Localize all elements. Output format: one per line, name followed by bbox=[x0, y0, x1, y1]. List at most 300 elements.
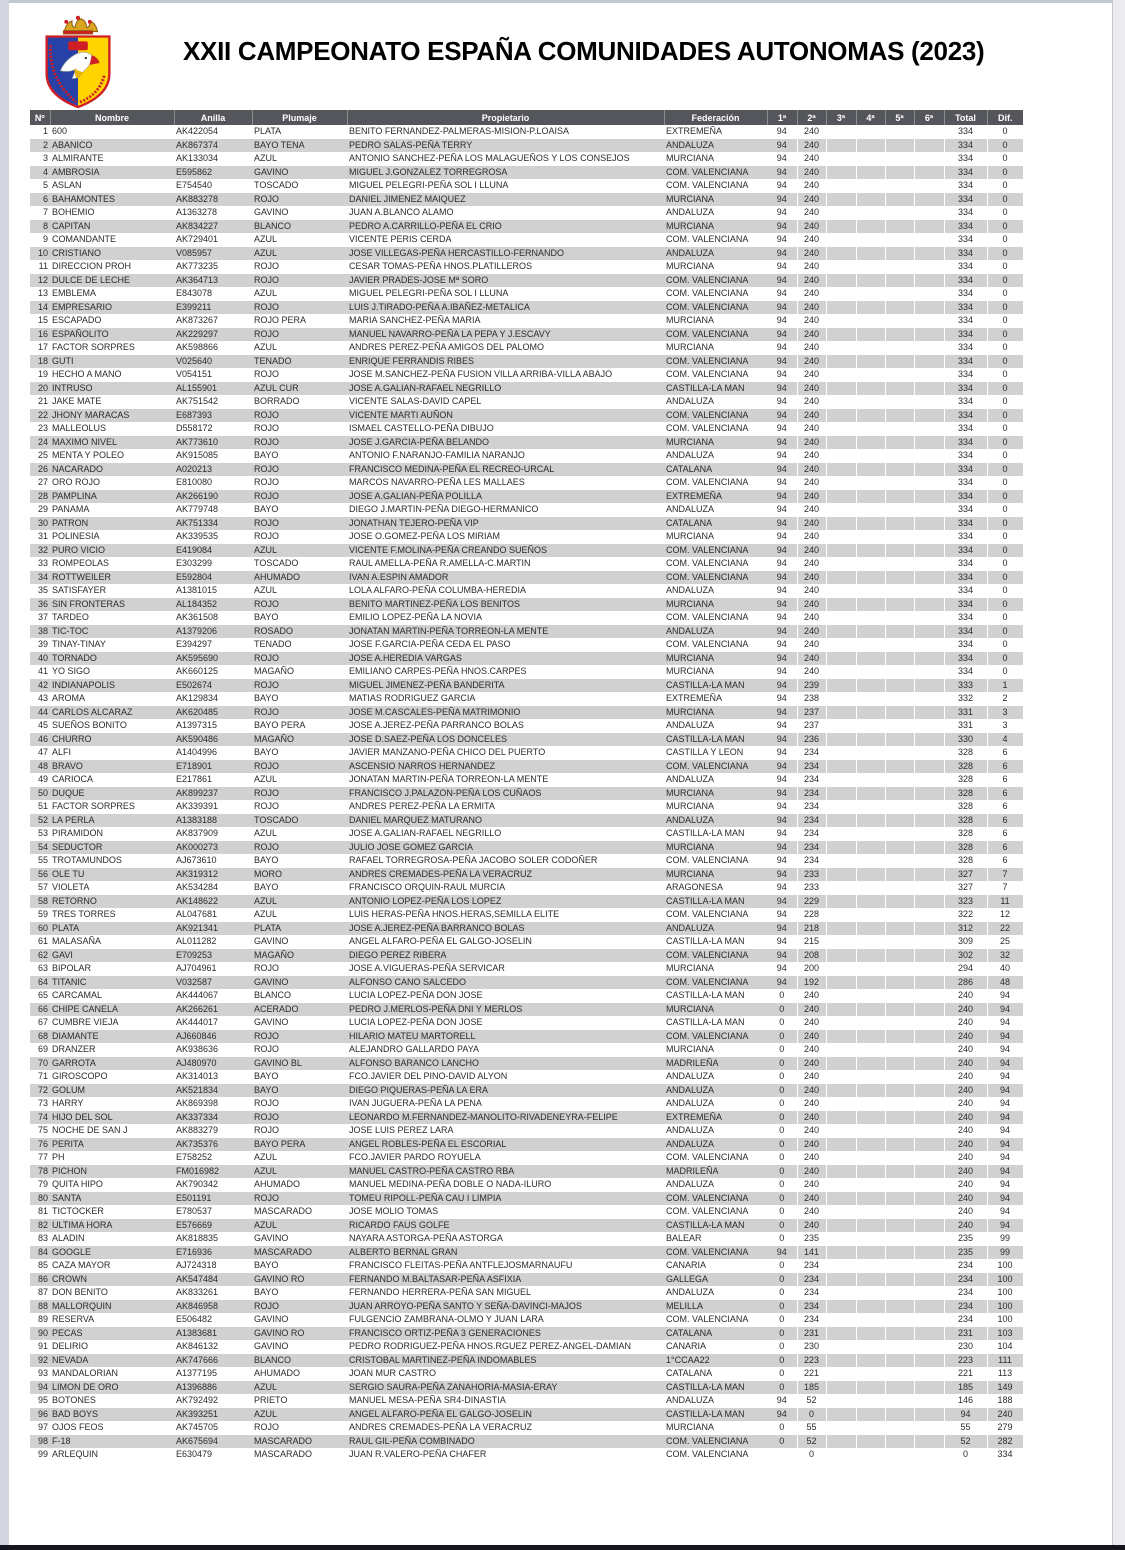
cell bbox=[914, 800, 944, 814]
cell: 95 bbox=[37, 1395, 48, 1405]
cell: 64 bbox=[37, 976, 48, 987]
cell bbox=[826, 395, 856, 409]
cell: JOSE A.GALIAN-PEÑA POLILLA bbox=[349, 490, 483, 501]
cell: 0 bbox=[767, 1043, 797, 1057]
cell bbox=[885, 1286, 914, 1300]
cell: AK444067 bbox=[176, 990, 219, 1000]
table-row bbox=[30, 139, 1023, 153]
cell bbox=[826, 881, 856, 895]
cell: V032587 bbox=[176, 976, 213, 987]
cell bbox=[914, 773, 944, 787]
cell: CRISTIANO bbox=[52, 247, 102, 258]
cell: FCO.JAVIER PARDO ROYUELA bbox=[349, 1152, 481, 1162]
cell bbox=[914, 935, 944, 949]
cell: LOLA ALFARO-PEÑA COLUMBA-HEREDIA bbox=[349, 585, 527, 595]
cell bbox=[885, 1016, 914, 1030]
cell: 282 bbox=[987, 1435, 1023, 1449]
cell: 328 bbox=[944, 800, 987, 814]
cell: 0 bbox=[987, 598, 1023, 612]
cell: AK938636 bbox=[176, 1044, 219, 1054]
cell: PRIETO bbox=[254, 1395, 288, 1405]
cell: ALBERTO BERNAL GRAN bbox=[349, 1246, 458, 1257]
cell: JUAN R.VALERO-PEÑA CHAFER bbox=[349, 1449, 487, 1459]
cell: LUIS HERAS-PEÑA HNOS.HERAS,SEMILLA ELITE bbox=[349, 909, 560, 919]
cell: MURCIANA bbox=[666, 315, 715, 325]
cell: CASTILLA-LA MAN bbox=[666, 1219, 745, 1230]
cell: 0 bbox=[767, 1205, 797, 1219]
cell: COM. VALENCIANA bbox=[666, 477, 749, 487]
cell bbox=[914, 827, 944, 841]
cell: ANDALUZA bbox=[666, 814, 715, 825]
cell: CASTILLA-LA MAN bbox=[666, 895, 745, 906]
cell bbox=[914, 1232, 944, 1246]
cell bbox=[826, 1003, 856, 1017]
cell bbox=[826, 436, 856, 450]
table-header-row bbox=[30, 110, 1023, 125]
cell: JONATAN MARTIN-PEÑA TORREON-LA MENTE bbox=[349, 625, 549, 636]
cell: CROWN bbox=[52, 1273, 87, 1284]
cell: MORO bbox=[254, 868, 282, 879]
cell: CASTILLA-LA MAN bbox=[666, 936, 745, 946]
cell bbox=[914, 422, 944, 436]
cell: TIC-TOC bbox=[52, 625, 89, 636]
cell: 94 bbox=[987, 1165, 1023, 1179]
cell bbox=[856, 1138, 885, 1152]
cell: 94 bbox=[767, 179, 797, 193]
cell: MAXIMO NIVEL bbox=[52, 436, 118, 447]
cell: 94 bbox=[987, 1070, 1023, 1084]
cell: 104 bbox=[987, 1340, 1023, 1354]
cell: E419084 bbox=[176, 544, 213, 555]
cell: AZUL bbox=[254, 774, 278, 784]
cell: 50 bbox=[37, 787, 48, 798]
cell: 0 bbox=[987, 503, 1023, 517]
table-row bbox=[30, 760, 1023, 774]
cell: 94 bbox=[767, 544, 797, 558]
cell: IVAN A.ESPIN AMADOR bbox=[349, 571, 449, 582]
cell: JUAN A.BLANCO ALAMO bbox=[349, 207, 454, 217]
cell: 13 bbox=[37, 288, 48, 298]
cell: 234 bbox=[944, 1300, 987, 1314]
cell bbox=[826, 1232, 856, 1246]
cell: PECAS bbox=[52, 1327, 83, 1338]
cell: AK337334 bbox=[176, 1111, 219, 1122]
cell: BAHAMONTES bbox=[52, 193, 116, 204]
cell: 28 bbox=[37, 490, 48, 501]
cell bbox=[856, 962, 885, 976]
cell bbox=[885, 976, 914, 990]
cell: E718901 bbox=[176, 760, 213, 771]
cell bbox=[885, 665, 914, 679]
cell bbox=[885, 598, 914, 612]
cell: CARLOS ALCARAZ bbox=[52, 706, 133, 717]
cell: 0 bbox=[767, 1259, 797, 1273]
cell: JOSE O.GOMEZ-PEÑA LOS MIRIAM bbox=[349, 531, 501, 541]
cell bbox=[856, 1111, 885, 1125]
cell bbox=[826, 1219, 856, 1233]
cell bbox=[885, 827, 914, 841]
cell bbox=[826, 409, 856, 423]
cell: 328 bbox=[944, 827, 987, 841]
cell: COM. VALENCIANA bbox=[666, 909, 749, 919]
cell: HARRY bbox=[52, 1098, 84, 1108]
table-row bbox=[30, 1232, 1023, 1246]
cell: 240 bbox=[944, 1016, 987, 1030]
cell: 37 bbox=[37, 612, 48, 622]
cell bbox=[856, 638, 885, 652]
cell: 94 bbox=[767, 125, 797, 139]
cell: 94 bbox=[767, 962, 797, 976]
cell: 94 bbox=[767, 692, 797, 706]
table-row bbox=[30, 125, 1023, 139]
cell: MURCIANA bbox=[666, 1003, 715, 1014]
cell: 240 bbox=[797, 382, 826, 396]
table-row bbox=[30, 881, 1023, 895]
cell: E501191 bbox=[176, 1192, 212, 1203]
cell bbox=[826, 220, 856, 234]
cell bbox=[856, 409, 885, 423]
cell bbox=[914, 301, 944, 315]
cell: BORRADO bbox=[254, 396, 300, 406]
scrollbar-track[interactable] bbox=[1112, 0, 1125, 1550]
table-row bbox=[30, 1003, 1023, 1017]
cell: BAYO bbox=[254, 693, 279, 703]
cell: 111 bbox=[987, 1354, 1023, 1368]
cell: 3 bbox=[987, 706, 1023, 720]
table-row bbox=[30, 1313, 1023, 1327]
cell bbox=[856, 652, 885, 666]
cell: 94 bbox=[767, 166, 797, 180]
cell: 0 bbox=[987, 530, 1023, 544]
cell: AZUL bbox=[254, 153, 278, 163]
cell: BAYO TENA bbox=[254, 139, 305, 150]
cell: AK000273 bbox=[176, 841, 219, 852]
cell: A1404996 bbox=[176, 747, 218, 757]
cell: AK660125 bbox=[176, 666, 219, 676]
cell: 70 bbox=[37, 1057, 48, 1068]
cell: AZUL bbox=[254, 1219, 278, 1230]
page-title: XXII CAMPEONATO ESPAÑA COMUNIDADES AUTONOMAS (2023) bbox=[183, 36, 985, 66]
cell: ROJO bbox=[254, 679, 280, 690]
cell: TOSCADO bbox=[254, 180, 299, 190]
cell: ROJO bbox=[254, 463, 280, 474]
table-row bbox=[30, 247, 1023, 261]
cell bbox=[914, 193, 944, 207]
cell bbox=[914, 287, 944, 301]
cell: 0 bbox=[987, 638, 1023, 652]
cell: COM. VALENCIANA bbox=[666, 1192, 749, 1203]
cell: AK773235 bbox=[176, 261, 219, 271]
cell: 6 bbox=[987, 787, 1023, 801]
cell bbox=[826, 1246, 856, 1260]
cell: 0 bbox=[767, 1070, 797, 1084]
cell bbox=[856, 1192, 885, 1206]
cell: TRES TORRES bbox=[52, 909, 116, 919]
cell bbox=[914, 787, 944, 801]
cell: FULGENCIO ZAMBRANA-OLMO Y JUAN LARA bbox=[349, 1314, 544, 1324]
cell: 334 bbox=[944, 152, 987, 166]
cell: 100 bbox=[987, 1273, 1023, 1287]
cell: 279 bbox=[987, 1421, 1023, 1435]
cell: 334 bbox=[944, 544, 987, 558]
cell: ROJO bbox=[254, 787, 280, 798]
cell bbox=[914, 1340, 944, 1354]
cell: AK745705 bbox=[176, 1422, 219, 1432]
cell: 94 bbox=[767, 436, 797, 450]
cell: MURCIANA bbox=[666, 868, 715, 879]
cell: 94 bbox=[987, 1124, 1023, 1138]
cell bbox=[914, 1043, 944, 1057]
cell: HILARIO MATEU MARTORELL bbox=[349, 1030, 476, 1041]
table-row bbox=[30, 841, 1023, 855]
table-row bbox=[30, 1259, 1023, 1273]
cell: COM. VALENCIANA bbox=[666, 544, 749, 555]
cell: GAVINO bbox=[254, 1017, 289, 1027]
cell: LUCIA LOPEZ-PEÑA DON JOSE bbox=[349, 990, 483, 1000]
cell: 334 bbox=[944, 193, 987, 207]
cell bbox=[826, 287, 856, 301]
cell bbox=[914, 638, 944, 652]
cell bbox=[885, 652, 914, 666]
cell: JOSE D.SAEZ-PEÑA LOS DONCELES bbox=[349, 733, 508, 744]
cell bbox=[885, 409, 914, 423]
cell: ROMPEOLAS bbox=[52, 558, 110, 568]
table-row bbox=[30, 1421, 1023, 1435]
cell: MALASAÑA bbox=[52, 936, 102, 946]
cell: AK846132 bbox=[176, 1341, 219, 1351]
cell bbox=[885, 166, 914, 180]
cell: AK393251 bbox=[176, 1408, 219, 1419]
cell bbox=[856, 517, 885, 531]
cell bbox=[885, 1219, 914, 1233]
cell bbox=[885, 368, 914, 382]
cell bbox=[914, 1097, 944, 1111]
cell: 234 bbox=[944, 1259, 987, 1273]
cell: 234 bbox=[797, 787, 826, 801]
cell: COM. VALENCIANA bbox=[666, 355, 749, 366]
cell: 94 bbox=[767, 449, 797, 463]
cell: AK837909 bbox=[176, 828, 219, 838]
cell: PLATA bbox=[52, 922, 80, 933]
table-row bbox=[30, 1246, 1023, 1260]
cell: 334 bbox=[944, 571, 987, 585]
cell: 234 bbox=[797, 1273, 826, 1287]
cell: 0 bbox=[987, 652, 1023, 666]
cell: 240 bbox=[797, 490, 826, 504]
cell: A020213 bbox=[176, 463, 213, 474]
cell bbox=[856, 1097, 885, 1111]
cell bbox=[885, 1394, 914, 1408]
cell: 240 bbox=[797, 368, 826, 382]
table-row bbox=[30, 962, 1023, 976]
cell: 240 bbox=[797, 503, 826, 517]
table-row bbox=[30, 1084, 1023, 1098]
cell bbox=[914, 260, 944, 274]
cell: 6 bbox=[987, 760, 1023, 774]
cell: E758252 bbox=[176, 1152, 213, 1162]
cell: 334 bbox=[944, 341, 987, 355]
cell: ROJO bbox=[254, 261, 280, 271]
cell: 234 bbox=[797, 814, 826, 828]
cell: ANDALUZA bbox=[666, 1395, 715, 1405]
cell: JOSE M.SANCHEZ-PEÑA FUSION VILLA ARRIBA-VILLA ABAJO bbox=[349, 369, 613, 379]
cell: JUAN ARROYO-PEÑA SANTO Y SEÑA-DAVINCI-MAJOS bbox=[349, 1300, 582, 1311]
cell: BLANCO bbox=[254, 1354, 292, 1365]
cell: ROJO bbox=[254, 1030, 280, 1041]
cell: ASLAN bbox=[52, 180, 82, 190]
cell: 22 bbox=[37, 409, 48, 420]
cell: 240 bbox=[797, 395, 826, 409]
cell bbox=[885, 449, 914, 463]
cell: 94 bbox=[767, 908, 797, 922]
cell: MIGUEL JIMENEZ-PEÑA BANDERITA bbox=[349, 679, 505, 690]
cell: 240 bbox=[797, 206, 826, 220]
cell: 0 bbox=[797, 1448, 826, 1462]
cell: 94 bbox=[987, 1178, 1023, 1192]
cell bbox=[885, 1327, 914, 1341]
column-header-4: Plumaje bbox=[252, 110, 347, 125]
table-row bbox=[30, 517, 1023, 531]
cell bbox=[885, 868, 914, 882]
cell: 69 bbox=[37, 1044, 48, 1054]
cell bbox=[826, 1192, 856, 1206]
cell: ROJO PERA bbox=[254, 315, 307, 325]
cell bbox=[885, 922, 914, 936]
cell bbox=[914, 544, 944, 558]
cell: 0 bbox=[767, 1286, 797, 1300]
cell: 235 bbox=[797, 1232, 826, 1246]
cell bbox=[885, 125, 914, 139]
cell: 231 bbox=[797, 1327, 826, 1341]
cell bbox=[914, 530, 944, 544]
cell: 94 bbox=[767, 139, 797, 153]
cell bbox=[856, 395, 885, 409]
cell bbox=[914, 881, 944, 895]
cell: 0 bbox=[987, 625, 1023, 639]
cell bbox=[885, 1408, 914, 1422]
cell: FRANCISCO J.PALAZON-PEÑA LOS CUÑAOS bbox=[349, 787, 542, 798]
cell: 240 bbox=[797, 1205, 826, 1219]
table-row bbox=[30, 152, 1023, 166]
cell: 3 bbox=[987, 719, 1023, 733]
cell: 240 bbox=[797, 301, 826, 315]
cell bbox=[914, 1408, 944, 1422]
cell bbox=[914, 382, 944, 396]
cell: AK867374 bbox=[176, 139, 219, 150]
table-row bbox=[30, 1408, 1023, 1422]
cell: VICENTE PERIS CERDA bbox=[349, 234, 452, 244]
cell: 93 bbox=[37, 1368, 48, 1378]
table-body bbox=[30, 125, 1023, 1462]
cell: 240 bbox=[797, 1084, 826, 1098]
cell: ANDALUZA bbox=[666, 1125, 715, 1135]
table-row bbox=[30, 908, 1023, 922]
cell bbox=[885, 328, 914, 342]
cell bbox=[826, 949, 856, 963]
page-edge-top bbox=[0, 0, 1125, 3]
cell bbox=[826, 368, 856, 382]
cell bbox=[914, 692, 944, 706]
cell bbox=[826, 598, 856, 612]
table-row bbox=[30, 1165, 1023, 1179]
cell: 0 bbox=[987, 476, 1023, 490]
cell: 11 bbox=[38, 261, 48, 271]
cell bbox=[885, 287, 914, 301]
cell: DIRECCION PROH bbox=[52, 261, 132, 271]
cell: 0 bbox=[987, 220, 1023, 234]
cell: EXTREMEÑA bbox=[666, 693, 723, 703]
table-row bbox=[30, 1043, 1023, 1057]
cell bbox=[856, 355, 885, 369]
cell: ALMIRANTE bbox=[52, 153, 104, 163]
table-row bbox=[30, 1448, 1023, 1462]
cell: GAVINO RO bbox=[254, 1273, 305, 1284]
cell bbox=[885, 1448, 914, 1462]
cell bbox=[826, 1016, 856, 1030]
cell: 229 bbox=[797, 895, 826, 909]
cell: GUTI bbox=[52, 355, 74, 366]
table-row bbox=[30, 868, 1023, 882]
cell: ROJO bbox=[254, 409, 280, 420]
cell: MURCIANA bbox=[666, 436, 715, 447]
table-row bbox=[30, 638, 1023, 652]
cell: 29 bbox=[37, 504, 48, 514]
cell bbox=[914, 1259, 944, 1273]
table-row bbox=[30, 1178, 1023, 1192]
cell: 240 bbox=[797, 1043, 826, 1057]
cell bbox=[885, 746, 914, 760]
cell: EMILIANO CARPES-PEÑA HNOS.CARPES bbox=[349, 666, 527, 676]
cell bbox=[885, 800, 914, 814]
table-row bbox=[30, 692, 1023, 706]
table-row bbox=[30, 746, 1023, 760]
cell: 331 bbox=[944, 706, 987, 720]
cell bbox=[826, 868, 856, 882]
cell: 334 bbox=[944, 247, 987, 261]
cell: ANDRES PEREZ-PEÑA LA ERMITA bbox=[349, 801, 495, 811]
cell bbox=[914, 625, 944, 639]
cell bbox=[826, 571, 856, 585]
cell bbox=[885, 517, 914, 531]
cell: 41 bbox=[37, 666, 48, 676]
cell bbox=[914, 1327, 944, 1341]
cell: V085957 bbox=[176, 247, 213, 258]
table-row bbox=[30, 1192, 1023, 1206]
cell: GAVINO bbox=[254, 976, 289, 987]
cell: AZUL bbox=[254, 544, 278, 555]
cell: 240 bbox=[987, 1408, 1023, 1422]
cell bbox=[914, 125, 944, 139]
cell bbox=[826, 1381, 856, 1395]
cell: 233 bbox=[797, 881, 826, 895]
cell: 312 bbox=[944, 922, 987, 936]
cell: ROJO bbox=[254, 1125, 280, 1135]
cell: ANDALUZA bbox=[666, 774, 715, 784]
cell bbox=[856, 611, 885, 625]
cell bbox=[826, 1165, 856, 1179]
cell: 0 bbox=[987, 544, 1023, 558]
cell: ROJO bbox=[254, 1098, 280, 1108]
cell: 240 bbox=[797, 274, 826, 288]
cell bbox=[914, 328, 944, 342]
cell bbox=[914, 409, 944, 423]
cell: BIPOLAR bbox=[52, 963, 92, 973]
cell: 18 bbox=[37, 355, 48, 366]
table-row bbox=[30, 395, 1023, 409]
cell: E843078 bbox=[176, 288, 213, 298]
cell: 240 bbox=[944, 1030, 987, 1044]
cell: 11 bbox=[987, 895, 1023, 909]
